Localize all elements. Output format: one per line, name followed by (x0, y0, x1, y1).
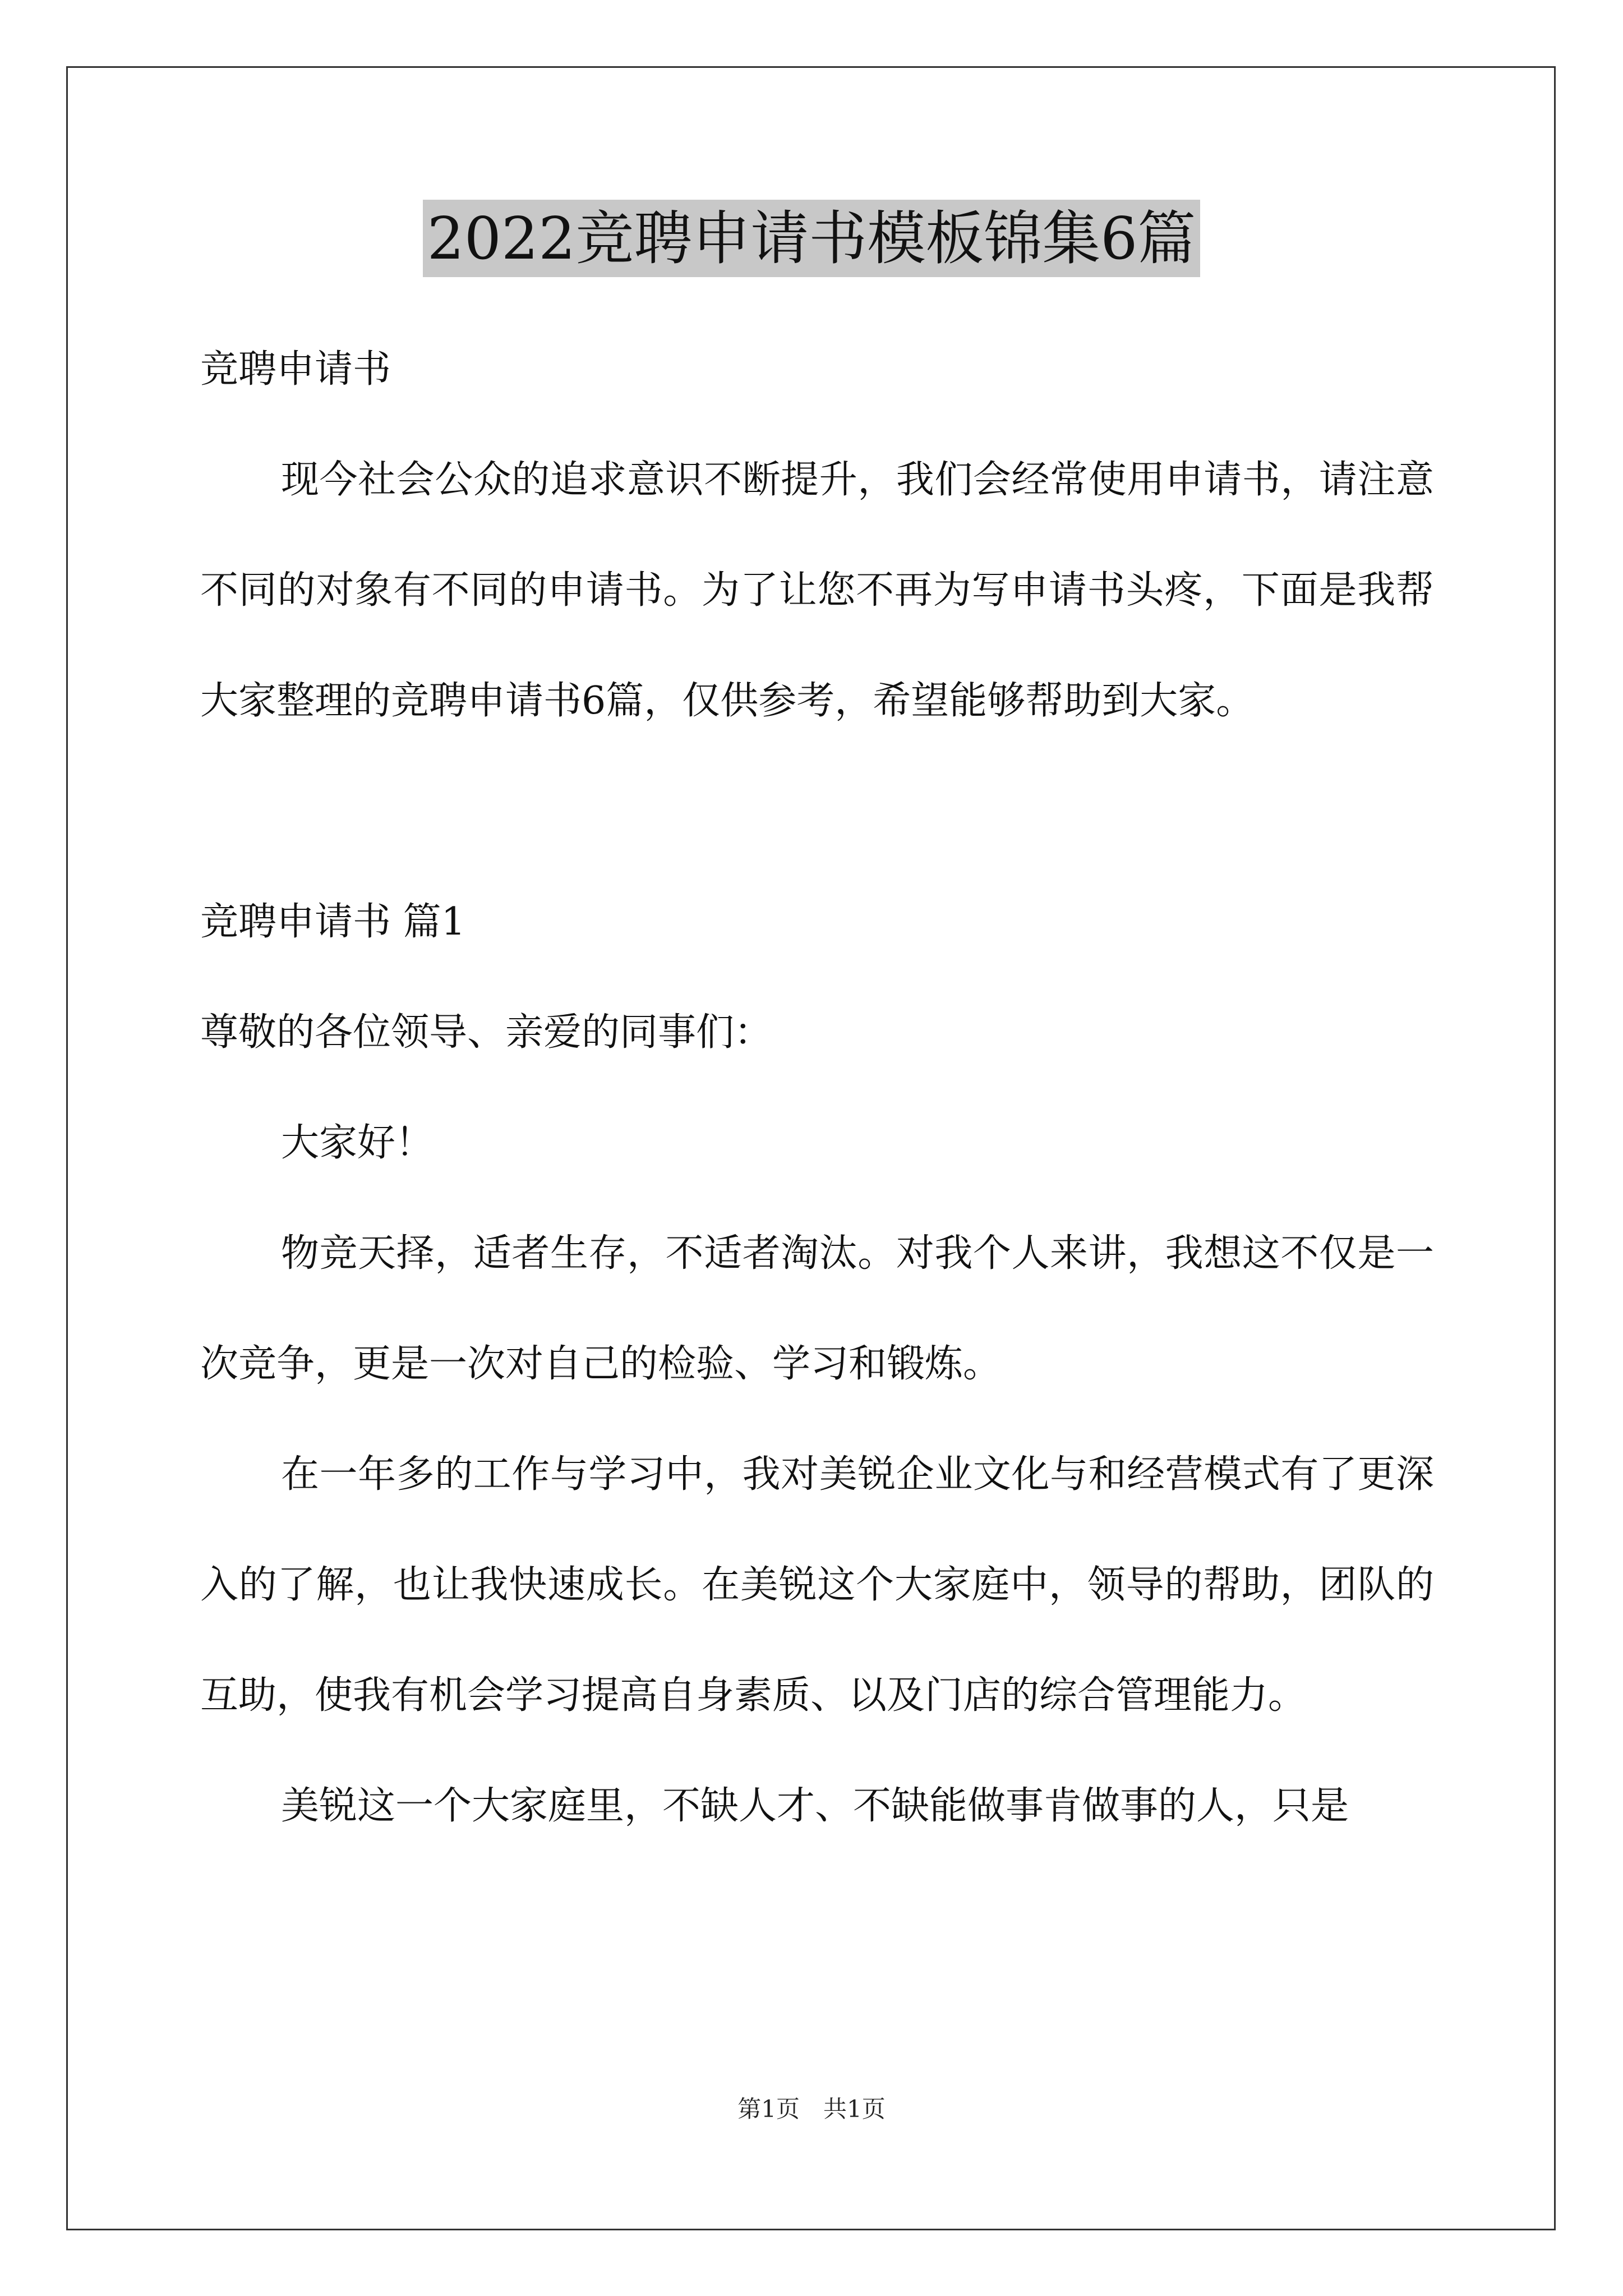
document-title (0, 196, 1623, 280)
document-title-text: 2022竞聘申请书模板锦集6篇 (423, 200, 1201, 277)
greeting: 大家好！ (281, 1121, 434, 1165)
section-heading: 竞聘申请书 篇1 (200, 900, 465, 944)
intro-paragraph: 现今社会公众的追求意识不断提升，我们会经常使用申请书，请注意不同的对象有不同的申请书。为了让您不再为写申请书头疼，下面是我帮大家整理的竞聘申请书6篇，仅供参考，希望能够帮助到大家。 (200, 458, 1434, 723)
body-paragraph: 美锐这一个大家庭里，不缺人才、不缺能做事肯做事的人，只是 (281, 1784, 1349, 1828)
body-paragraph: 物竞天择，适者生存，不适者淘汰。对我个人来讲，我想这不仅是一次竞争，更是一次对自己的检验、学习和锻炼。 (200, 1231, 1434, 1386)
body-paragraph: 在一年多的工作与学习中，我对美锐企业文化与和经营模式有了更深入的了解，也让我快速成长。在美锐这个大家庭中，领导的帮助，团队的互助，使我有机会学习提高自身素质、以及门店的综合管理能力。 (200, 1452, 1434, 1718)
salutation: 尊敬的各位领导、亲爱的同事们： (200, 1010, 773, 1055)
page-footer: 第1页 共1页 (737, 2095, 886, 2123)
intro-heading: 竞聘申请书 (200, 347, 391, 392)
spacer (200, 756, 1434, 867)
document-body (200, 314, 1434, 1861)
